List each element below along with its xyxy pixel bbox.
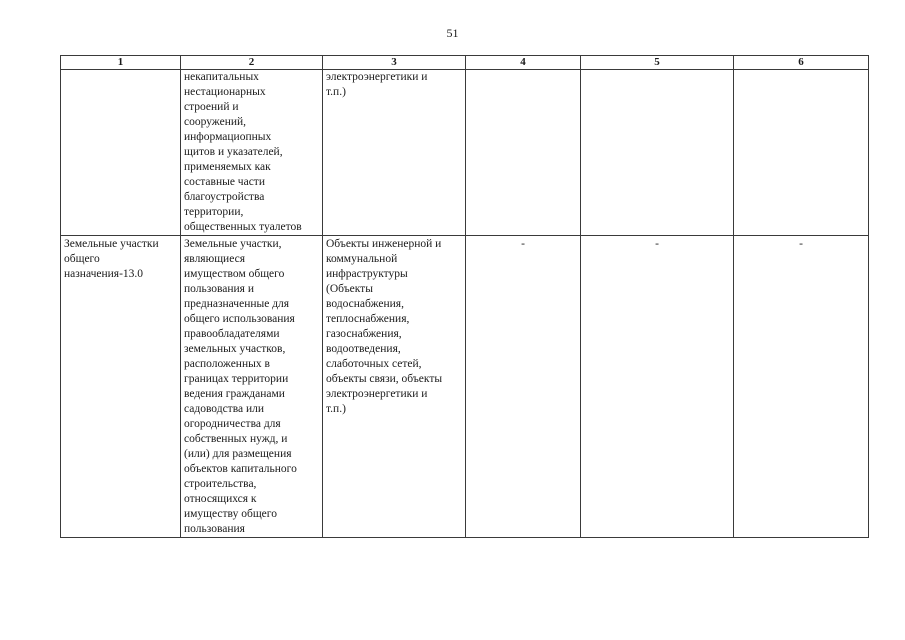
cell-row1-col4 — [466, 70, 581, 236]
cell-row1-col6 — [734, 70, 869, 236]
cell-row2-col2: Земельные участки, являющиеся имуществом общего пользования и предназначенные для общего использования правообладателями земельных участков, расположенных в границах территории ведения гражданами садоводства или огородничества для собственных нужд, и (или) для размещения объектов капитального строительства, относящихся к имуществу общего пользования — [181, 236, 323, 538]
table-row — [61, 70, 869, 236]
header-col-4: 4 — [466, 56, 581, 70]
header-col-2: 2 — [181, 56, 323, 70]
header-col-1: 1 — [61, 56, 181, 70]
document-table — [60, 55, 869, 538]
cell-row2-col4: - — [466, 236, 581, 538]
cell-row2-col3: Объекты инженерной и коммунальной инфраструктуры (Объекты водоснабжения, теплоснабжения, газоснабжения, водоотведения, слаботочных сетей, объекты связи, объекты электроэнергетики и т.п.) — [323, 236, 466, 538]
header-col-3: 3 — [323, 56, 466, 70]
header-col-5: 5 — [581, 56, 734, 70]
page-number: 51 — [446, 26, 459, 40]
header-col-6: 6 — [734, 56, 869, 70]
table-header-row — [61, 56, 869, 70]
cell-row1-col1 — [61, 70, 181, 236]
cell-row1-col2: некапитальных нестационарных строений и сооружений, информациопных щитов и указателей, применяемых как составные части благоустройства территории, общественных туалетов — [181, 70, 323, 236]
cell-row2-col1: Земельные участки общего назначения-13.0 — [61, 236, 181, 538]
cell-row2-col6: - — [734, 236, 869, 538]
cell-row1-col3: электроэнергетики и т.п.) — [323, 70, 466, 236]
cell-row2-col5: - — [581, 236, 734, 538]
table-row — [61, 236, 869, 538]
cell-row1-col5 — [581, 70, 734, 236]
